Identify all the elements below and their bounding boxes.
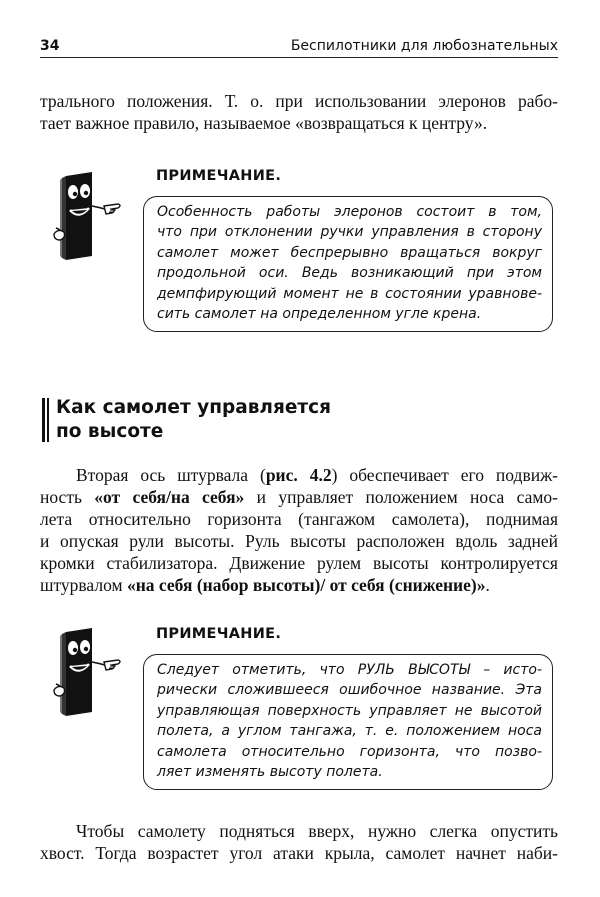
paragraph-top	[40, 90, 558, 134]
note-line: Следует отметить, что РУЛЬ ВЫСОТЫ – исто-	[157, 662, 542, 678]
note-line: полета, а углом тангажа, т. е. положением носа	[157, 723, 542, 740]
text-run: ность	[40, 487, 95, 507]
text-run: штурвалом	[40, 575, 127, 595]
book-mascot-icon	[52, 626, 134, 718]
note-title: ПРИМЕЧАНИЕ.	[156, 626, 282, 642]
heading-bar	[42, 398, 45, 442]
note-line: что при отклонении ручки управления в сторону	[157, 224, 542, 241]
text-run: .	[485, 575, 490, 595]
note-line: рически сложившееся ошибочное название. Эта	[157, 682, 542, 699]
text-line: тает важное правило, называемое «возвращаться к центру».	[40, 113, 488, 133]
paragraph-main	[40, 464, 558, 596]
note-line: Особенность работы элеронов состоит в том,	[157, 204, 542, 220]
text-run: и управляет положением носа само-	[244, 487, 559, 507]
text-run: ) обеспечивает его подвиж-	[331, 465, 558, 485]
text-line: и опуская рули высоты. Руль высоты расположен вдоль задней	[40, 531, 558, 551]
note-title: ПРИМЕЧАНИЕ.	[156, 168, 282, 184]
header-rule	[40, 57, 558, 58]
section-title-line: по высоте	[56, 421, 164, 442]
section-heading	[40, 396, 440, 444]
note-line: ляет изменять высоту полета.	[157, 764, 383, 781]
running-header	[40, 36, 558, 58]
page-number: 34	[40, 38, 60, 54]
text-line: кромки стабилизатора. Движение рулем высоты контролируется	[40, 553, 558, 573]
note-box	[143, 654, 553, 790]
text-line: трального положения. Т. о. при использовании элеронов рабо-	[40, 91, 558, 111]
paragraph-bottom	[40, 820, 558, 864]
text-line: Чтобы самолету подняться вверх, нужно слегка опустить	[76, 821, 558, 841]
text-run: Вторая ось штурвала (	[76, 465, 266, 485]
text-line: лета относительно горизонта (тангажом самолета), поднимая	[40, 509, 558, 529]
figure-reference: рис. 4.2	[265, 465, 332, 485]
note-line: демпфирующий момент не в состоянии уравнове-	[157, 285, 542, 302]
section-title	[56, 396, 331, 444]
note-box	[143, 196, 553, 332]
note-line: управляющая поверхность управляет не высотой	[157, 702, 542, 719]
note-line: самолета относительно горизонта, что позво-	[157, 743, 542, 760]
text-line	[40, 464, 558, 486]
bold-term: «на себя (набор высоты)/ от себя (снижение)»	[126, 575, 486, 595]
running-title: Беспилотники для любознательных	[290, 38, 558, 54]
text-line	[40, 574, 558, 596]
book-mascot-icon	[52, 170, 134, 262]
note-line: продольной оси. Ведь возникающий при этом	[157, 265, 542, 282]
section-title-line: Как самолет управляется	[56, 397, 331, 418]
note-line: самолет может беспрерывно вращаться вокруг	[157, 244, 542, 261]
text-line: хвост. Тогда возрастет угол атаки крыла, самолет начнет наби-	[40, 843, 558, 863]
heading-bar	[47, 398, 49, 442]
text-line	[40, 486, 558, 508]
note-line: сить самолет на определенном угле крена.	[157, 306, 482, 323]
bold-term: «от себя/на себя»	[94, 487, 245, 507]
